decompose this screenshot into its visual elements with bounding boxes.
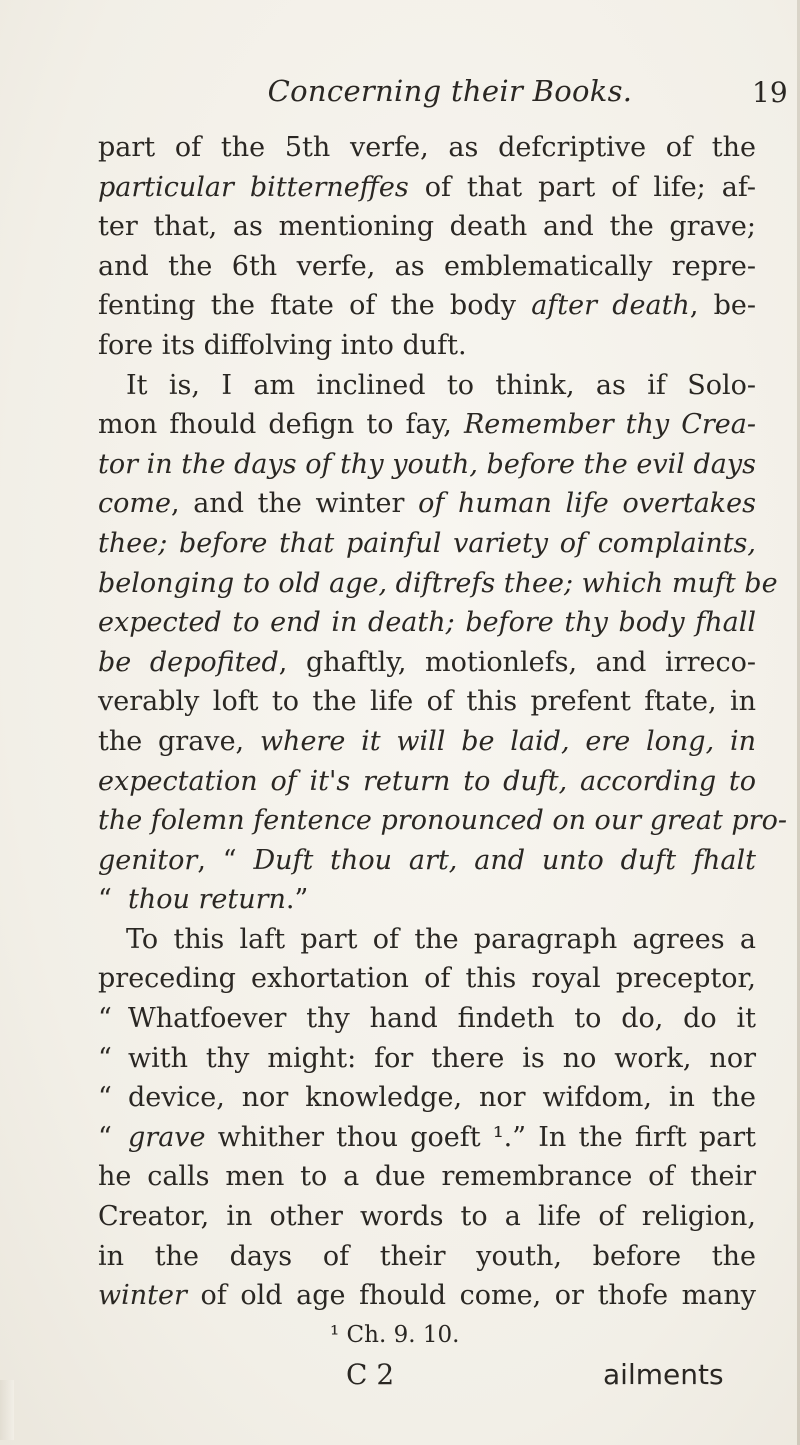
text-line: genitor, “ Duft thou art, and unto duft fhalt <box>98 844 756 876</box>
text-line: come, and the winter of human life overtakes <box>98 488 756 520</box>
text-line: in the days of their youth, before the <box>98 1240 756 1272</box>
text-line: mon fhould defign to fay, Remember thy Crea- <box>98 409 756 441</box>
text-line: “ Whatfoever thy hand findeth to do, do it <box>98 1003 756 1035</box>
text-line: “ thou return.” <box>98 884 309 916</box>
text-line: particular bitterneffes of that part of life; af- <box>98 171 756 203</box>
text-line: be depofited, ghaftly, motionlefs, and irreco- <box>98 646 756 678</box>
page-shadow <box>0 1380 14 1440</box>
text-line: To this laft part of the paragraph agrees a <box>126 923 756 955</box>
catchword: ailments <box>603 1358 724 1391</box>
text-line: part of the 5th verfe, as defcriptive of the <box>98 132 756 163</box>
text-line: “ device, nor knowledge, nor wifdom, in the <box>98 1082 756 1114</box>
text-line: the folemn fentence pronounced on our great pro- <box>98 805 787 837</box>
text-line: “ with thy might: for there is no work, nor <box>98 1042 756 1074</box>
text-line: Creator, in other words to a life of religion, <box>98 1201 756 1233</box>
text-line: expectation of it's return to duft, according to <box>98 765 756 797</box>
text-line: expected to end in death; before thy body fhall <box>98 607 756 639</box>
text-line: fenting the ftate of the body after death, be- <box>98 290 756 322</box>
text-line: fore its diffolving into duft. <box>98 329 467 361</box>
footnote: ¹ Ch. 9. 10. <box>330 1322 460 1348</box>
text-line: he calls men to a due remembrance of their <box>98 1161 756 1193</box>
text-line: preceding exhortation of this royal preceptor, <box>98 963 756 995</box>
signature-mark: C 2 <box>346 1358 395 1391</box>
body-text <box>98 128 787 1316</box>
text-line: It is, I am inclined to think, as if Solo- <box>126 369 756 401</box>
text-line: tor in the days of thy youth, before the evil days <box>98 448 756 480</box>
text-line: the grave, where it will be laid, ere long, in <box>98 725 756 757</box>
page-number: 19 <box>752 76 788 109</box>
running-header: Concerning their Books. <box>267 74 633 108</box>
text-line: verably loft to the life of this prefent ftate, in <box>98 686 756 718</box>
text-line: “ grave whither thou goeft ¹.” In the firft part <box>98 1121 756 1153</box>
text-line: ter that, as mentioning death and the grave; <box>98 211 756 243</box>
text-line: winter of old age fhould come, or thofe many <box>98 1280 756 1312</box>
text-line: thee; before that painful variety of complaints, <box>98 527 756 559</box>
text-line: belonging to old age, diftrefs thee; which muft be <box>98 567 778 599</box>
text-line: and the 6th verfe, as emblematically repre- <box>98 250 756 282</box>
